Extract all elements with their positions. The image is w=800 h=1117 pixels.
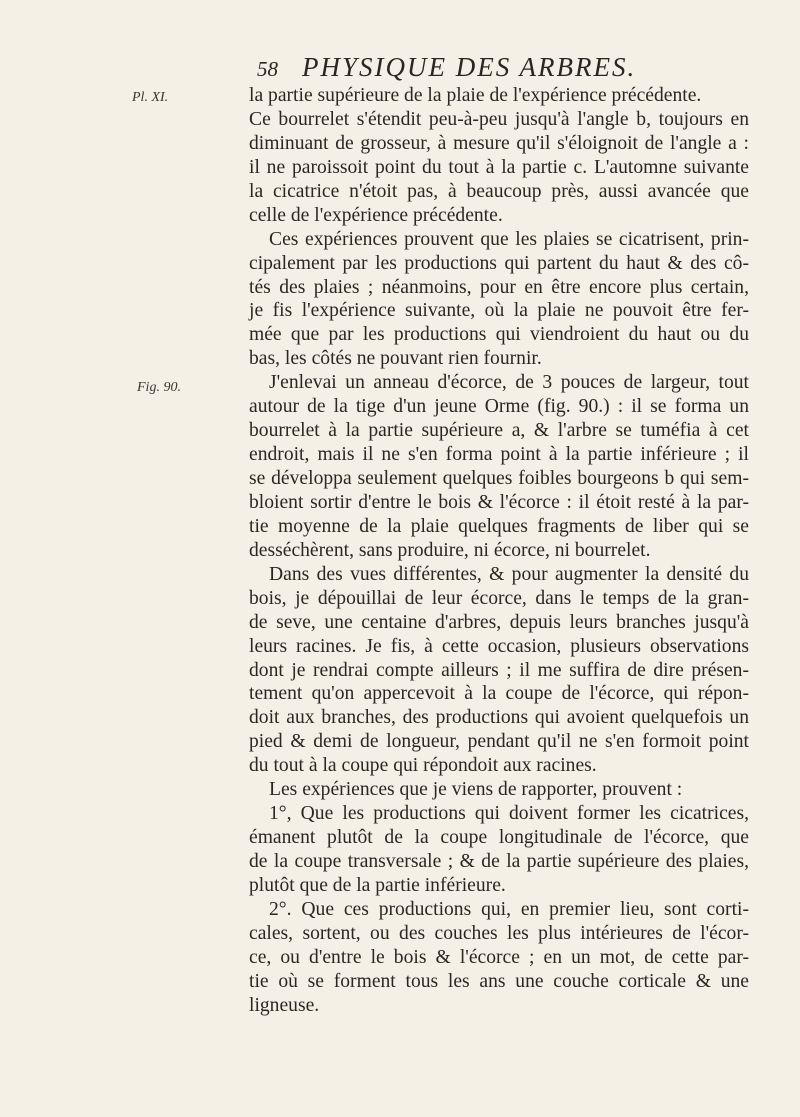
text-line: bloient sortir d'entre le bois & l'écorce : il étoit resté à la par- <box>249 491 749 513</box>
text-line: desséchèrent, sans produire, ni écorce, ni bourrelet. <box>249 539 651 561</box>
text-line: tie moyenne de la plaie quelques fragments de liber qui se <box>249 515 749 537</box>
text-line: doit aux branches, des productions qui avoient quelquefois un <box>249 707 749 729</box>
text-line: leurs racines. Je fis, à cette occasion, plusieurs observations <box>249 635 749 657</box>
text-line: tés des plaies ; néanmoins, pour en être encore plus certain, <box>249 276 749 298</box>
text-line: pied & demi de longueur, pendant qu'il ne s'en formoit point <box>249 731 749 753</box>
text-line: J'enlevai un anneau d'écorce, de 3 pouces de largeur, tout <box>269 372 749 394</box>
text-line: cipalement par les productions qui partent du haut & des cô- <box>249 252 749 274</box>
text-line: de seve, une centaine d'arbres, depuis leurs branches jusqu'à <box>249 611 749 633</box>
text-line: 2°. Que ces productions qui, en premier lieu, sont corti- <box>269 898 749 920</box>
text-line: il ne paroissoit point du tout à la partie c. L'automne suivante <box>249 156 749 178</box>
text-line: émanent plutôt de la coupe longitudinale de l'écorce, que <box>249 827 749 849</box>
text-line: tie où se forment tous les ans une couche corticale & une <box>249 970 749 992</box>
page-number: 58 <box>257 57 278 81</box>
body-text <box>249 84 749 1018</box>
margin-note-plate: Pl. XI. <box>132 90 169 105</box>
running-title: PHYSIQUE DES ARBRES. <box>302 52 637 82</box>
text-line: de la coupe transversale ; & de la partie supérieure des plaies, <box>249 851 749 872</box>
text-line: la partie supérieure de la plaie de l'expérience précédente. <box>249 85 702 106</box>
text-line: je fis l'expérience suivante, où la plaie ne pouvoit être fer- <box>249 300 749 322</box>
text-line: Ce bourrelet s'étendit peu-à-peu jusqu'à l'angle b, toujours en <box>249 108 749 130</box>
text-line: endroit, mais il ne s'en forma point à la partie inférieure ; il <box>249 444 749 466</box>
text-line: dont je rendrai compte ailleurs ; il me suffira de dire présen- <box>249 659 749 681</box>
text-line: diminuant de grosseur, à mesure qu'il s'éloignoit de l'angle a : <box>249 132 749 154</box>
text-line: 1°, Que les productions qui doivent former les cicatrices, <box>269 803 749 825</box>
text-line: du tout à la coupe qui répondoit aux racines. <box>249 755 597 777</box>
text-line: la cicatrice n'étoit pas, à beaucoup près, aussi avancée que <box>249 180 749 202</box>
page-header <box>257 52 717 88</box>
text-line: Ces expériences prouvent que les plaies se cicatrisent, prin- <box>269 228 749 250</box>
text-line: cales, sortent, ou des couches les plus intérieures de l'écor- <box>249 922 749 944</box>
margin-note-figure: Fig. 90. <box>137 380 181 395</box>
text-line: plutôt que de la partie inférieure. <box>249 874 506 896</box>
text-line: ligneuse. <box>249 994 320 1016</box>
text-line: Les expériences que je viens de rapporter, prouvent : <box>269 779 683 801</box>
text-line: autour de la tige d'un jeune Orme (fig. 90.) : il se forma un <box>249 396 749 418</box>
text-line: tement qu'on appercevoit à la coupe de l'écorce, qui répon- <box>249 683 749 705</box>
text-line: bas, les côtés ne pouvant rien fournir. <box>249 348 542 370</box>
text-line: bois, je dépouillai de leur écorce, dans le temps de la gran- <box>249 587 749 609</box>
text-line: se développa seulement quelques foibles bourgeons b qui sem- <box>249 468 749 489</box>
text-line: bourrelet à la partie supérieure a, & l'arbre se tuméfia à cet <box>249 420 749 442</box>
text-line: ce, ou d'entre le bois & l'écorce ; en un mot, de cette par- <box>249 946 749 968</box>
text-line: Dans des vues différentes, & pour augmenter la densité du <box>269 563 749 585</box>
text-line: celle de l'expérience précédente. <box>249 204 503 226</box>
text-line: mée que par les productions qui viendroient du haut ou du <box>249 324 749 346</box>
